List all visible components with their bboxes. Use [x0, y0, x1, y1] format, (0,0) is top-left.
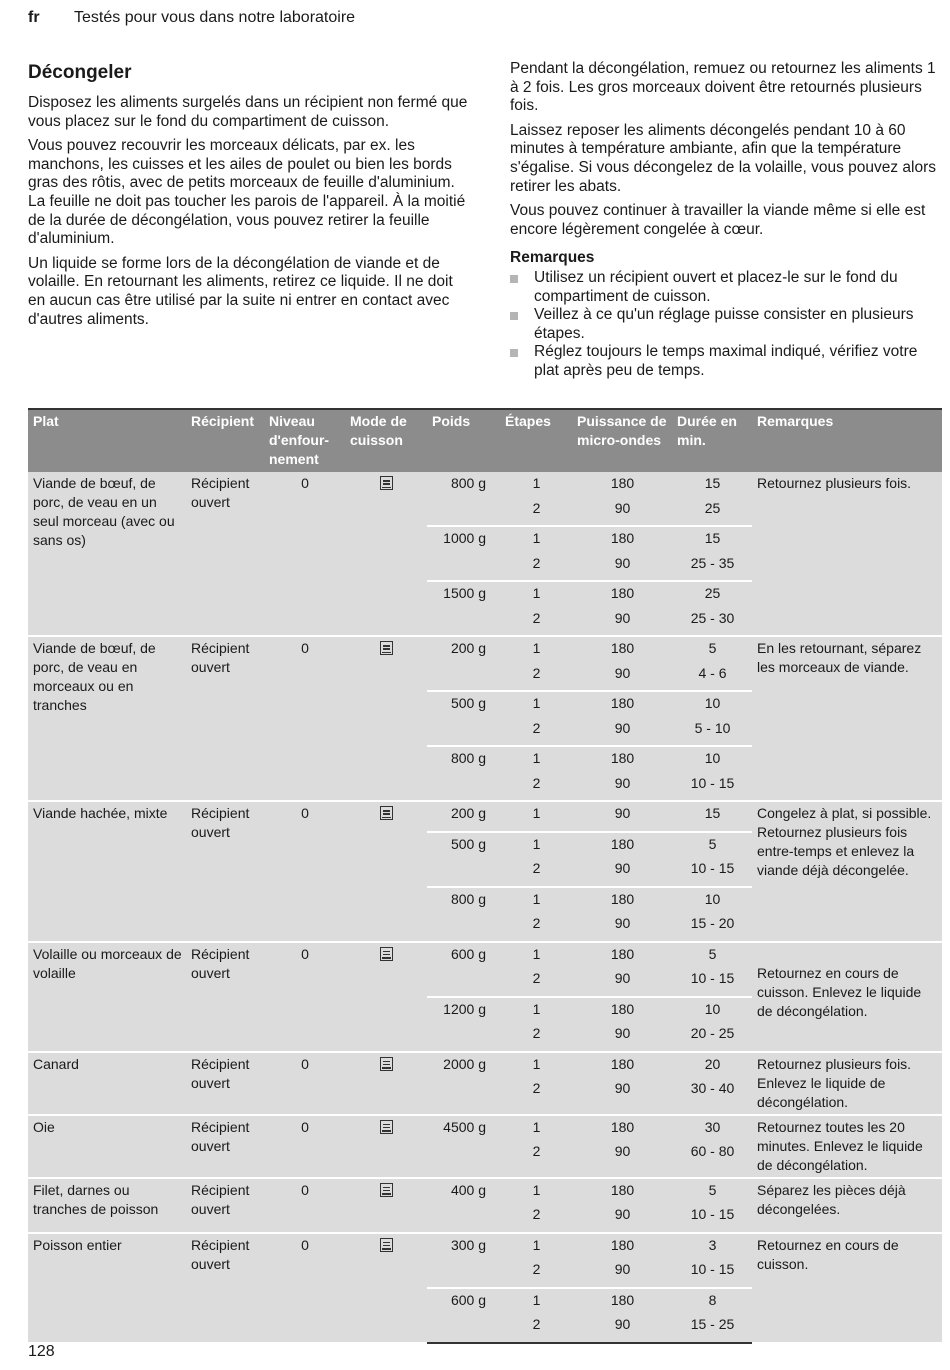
etape-value: 2 — [532, 664, 541, 681]
cell-duree — [672, 801, 752, 832]
cell-etape — [500, 801, 572, 832]
duree-value: 20 — [704, 1055, 721, 1072]
cell-duree — [672, 691, 752, 746]
duree-value: 5 — [708, 1181, 717, 1198]
cell-duree — [672, 746, 752, 801]
etape-value: 2 — [532, 860, 541, 876]
etape-value: 1 — [532, 1291, 541, 1308]
weight-value: 800 g — [450, 890, 486, 907]
cell-poids — [427, 887, 500, 942]
column-header: Mode de cuisson — [345, 409, 427, 472]
puissance-value: 180 — [610, 1055, 635, 1072]
section-title: Décongeler — [28, 62, 132, 83]
weight-value: 1500 g — [443, 585, 486, 601]
weight-value: 400 g — [450, 1181, 486, 1198]
cell-plat: Canard — [28, 1052, 186, 1115]
column-header: Poids — [427, 409, 500, 472]
cell-etape — [500, 942, 572, 997]
column-header: Récipient — [186, 409, 264, 472]
cell-poids — [427, 942, 500, 997]
cell-recipient: Récipient ouvert — [186, 1178, 264, 1233]
cell-poids — [427, 581, 500, 636]
weight-value: 1000 g — [443, 530, 486, 546]
paragraph: Vous pouvez continuer à travailler la viande même si elle est encore légèrement congelée à cœur. — [510, 202, 926, 238]
etape-value: 1 — [532, 835, 541, 852]
cell-poids — [427, 1288, 500, 1343]
microwave-mode-icon — [380, 476, 393, 490]
column-header: Étapes — [500, 409, 572, 472]
column-header: Puissance de micro-ondes — [572, 409, 672, 472]
cell-puissance — [572, 1178, 672, 1233]
cell-mode — [345, 1233, 427, 1343]
cell-etape — [500, 472, 572, 526]
duree-value: 4 - 6 — [698, 664, 727, 681]
cell-remarque — [752, 1178, 942, 1233]
cell-etape — [500, 1178, 572, 1233]
duree-value: 25 — [704, 585, 721, 601]
cell-remarque — [752, 1052, 942, 1115]
cell-puissance — [572, 636, 672, 691]
puissance-value: 90 — [614, 499, 631, 516]
puissance-value: 90 — [614, 1080, 631, 1096]
weight-value: 600 g — [450, 1291, 486, 1308]
microwave-mode-icon — [380, 641, 393, 655]
puissance-value: 90 — [614, 915, 631, 931]
etape-value: 2 — [532, 499, 541, 516]
etape-value: 2 — [532, 970, 541, 986]
cell-plat: Viande de bœuf, de porc, de veau en un seul morceau (avec ou sans os) — [28, 472, 186, 636]
cell-remarque — [752, 1115, 942, 1178]
cell-niveau: 0 — [264, 801, 345, 942]
paragraph: Un liquide se forme lors de la décongélation de viande et de volaille. En retournant les aliments, retirez ce liquide. Il ne doit en aucun cas être utilisé par la suite ni entrer en contact avec d'autres aliments. — [28, 254, 453, 328]
puissance-value: 90 — [614, 805, 631, 821]
duree-value: 10 - 15 — [690, 774, 735, 791]
cell-mode — [345, 801, 427, 942]
cell-mode — [345, 1178, 427, 1233]
duree-value: 10 — [704, 750, 721, 766]
remark-item — [510, 306, 942, 343]
cell-recipient: Récipient ouvert — [186, 1052, 264, 1115]
puissance-value: 90 — [614, 774, 631, 791]
cell-remarque — [752, 1233, 942, 1343]
remark-text: Retournez plusieurs fois. Enlevez le liquide de décongélation. — [757, 1055, 912, 1110]
cell-plat: Oie — [28, 1115, 186, 1178]
etape-value: 2 — [532, 1025, 541, 1041]
table-row — [28, 636, 942, 691]
duree-value: 5 - 10 — [694, 719, 731, 736]
puissance-value: 90 — [614, 1206, 631, 1222]
cell-duree — [672, 526, 752, 581]
cell-poids — [427, 472, 500, 526]
cell-mode — [345, 942, 427, 1052]
puissance-value: 90 — [614, 1261, 631, 1277]
weight-value: 500 g — [450, 835, 486, 852]
paragraph: Vous pouvez recouvrir les morceaux délicats, par ex. les manchons, les cuisses et les ailes de poulet ou bien les bords gras des rôtis, avec de petits morceaux de feuille d'aluminium. La feuille ne doit pas toucher les parois de l'appareil. À la moitié de la durée de décongélation, vous pouvez retirer la feuille d'aluminium. — [28, 137, 466, 248]
puissance-value: 90 — [614, 860, 631, 876]
etape-value: 2 — [532, 915, 541, 931]
cell-recipient: Récipient ouvert — [186, 942, 264, 1052]
cell-recipient: Récipient ouvert — [186, 1115, 264, 1178]
paragraph: Disposez les aliments surgelés dans un récipient non fermé que vous placez sur le fond du compartiment de cuisson. — [28, 94, 468, 130]
puissance-value: 180 — [610, 1118, 635, 1135]
etape-value: 2 — [532, 774, 541, 791]
cell-puissance — [572, 832, 672, 887]
cell-niveau: 0 — [264, 1178, 345, 1233]
left-column — [28, 60, 468, 335]
column-header: Remarques — [752, 409, 942, 472]
cell-etape — [500, 997, 572, 1052]
cell-niveau: 0 — [264, 636, 345, 801]
etape-value: 1 — [532, 1236, 541, 1253]
duree-value: 20 - 25 — [690, 1025, 735, 1041]
cell-puissance — [572, 1115, 672, 1178]
cell-duree — [672, 887, 752, 942]
cell-puissance — [572, 942, 672, 997]
cell-etape — [500, 1052, 572, 1115]
cell-niveau: 0 — [264, 472, 345, 636]
table-row — [28, 1178, 942, 1233]
etape-value: 1 — [532, 1118, 541, 1135]
cell-duree — [672, 1115, 752, 1178]
cell-etape — [500, 1115, 572, 1178]
cell-remarque — [752, 942, 942, 1052]
table-header-row — [28, 409, 942, 472]
etape-value: 2 — [532, 1143, 541, 1159]
cell-poids — [427, 746, 500, 801]
cell-recipient: Récipient ouvert — [186, 636, 264, 801]
puissance-value: 90 — [614, 719, 631, 736]
puissance-value: 180 — [610, 1181, 635, 1198]
puissance-value: 90 — [614, 1025, 631, 1041]
paragraph: Pendant la décongélation, remuez ou retournez les aliments 1 à 2 fois. Les gros morceaux doivent être retournés plusieurs fois. — [510, 60, 936, 115]
cell-etape — [500, 746, 572, 801]
cell-duree — [672, 1052, 752, 1115]
cell-puissance — [572, 801, 672, 832]
cell-poids — [427, 636, 500, 691]
cell-poids — [427, 1115, 500, 1178]
cell-niveau: 0 — [264, 1052, 345, 1115]
etape-value: 1 — [532, 890, 541, 907]
table-row — [28, 942, 942, 997]
weight-value: 1200 g — [443, 1000, 486, 1017]
puissance-value: 180 — [610, 890, 635, 907]
etape-value: 1 — [532, 1055, 541, 1072]
cell-etape — [500, 526, 572, 581]
cell-poids — [427, 1233, 500, 1288]
remark-text: Congelez à plat, si possible. Retournez plusieurs fois entre-temps et enlevez la viande déjà décongelée. — [757, 805, 932, 878]
remark-item — [510, 343, 942, 380]
cell-puissance — [572, 1052, 672, 1115]
remark-text: Retournez toutes les 20 minutes. Enlevez le liquide de décongélation. — [757, 1118, 923, 1173]
cell-puissance — [572, 997, 672, 1052]
cell-niveau: 0 — [264, 1233, 345, 1343]
cell-mode — [345, 636, 427, 801]
duree-value: 60 - 80 — [690, 1143, 735, 1159]
cell-poids — [427, 997, 500, 1052]
puissance-value: 180 — [610, 530, 635, 546]
remarks-heading: Remarques — [510, 249, 595, 267]
cell-etape — [500, 1233, 572, 1288]
duree-value: 25 — [704, 499, 721, 516]
duree-value: 10 — [704, 695, 721, 711]
weight-value: 800 g — [450, 750, 486, 766]
puissance-value: 180 — [610, 640, 635, 656]
remark-text: Retournez en cours de cuisson. — [757, 1236, 899, 1272]
remark-item — [510, 269, 942, 306]
cell-puissance — [572, 581, 672, 636]
puissance-value: 180 — [610, 750, 635, 766]
column-header: Niveau d'enfour-nement — [264, 409, 345, 472]
table-row — [28, 1233, 942, 1288]
puissance-value: 180 — [610, 945, 635, 962]
duree-value: 10 - 15 — [690, 1206, 735, 1222]
cell-poids — [427, 832, 500, 887]
cell-puissance — [572, 526, 672, 581]
cell-etape — [500, 887, 572, 942]
cell-poids — [427, 526, 500, 581]
weight-value: 500 g — [450, 695, 486, 711]
cell-duree — [672, 1288, 752, 1343]
etape-value: 1 — [532, 585, 541, 601]
table-row — [28, 472, 942, 526]
cell-recipient: Récipient ouvert — [186, 801, 264, 942]
cell-duree — [672, 1233, 752, 1288]
puissance-value: 90 — [614, 1316, 631, 1332]
defrost-table — [28, 408, 942, 1344]
microwave-mode-icon — [380, 806, 393, 820]
cell-poids — [427, 691, 500, 746]
cell-remarque — [752, 801, 942, 942]
cell-etape — [500, 1288, 572, 1343]
cell-etape — [500, 691, 572, 746]
etape-value: 1 — [532, 530, 541, 546]
weight-value: 4500 g — [443, 1118, 486, 1135]
cell-puissance — [572, 472, 672, 526]
duree-value: 10 - 15 — [690, 1261, 735, 1277]
cell-etape — [500, 581, 572, 636]
microwave-mode-icon — [380, 1183, 393, 1197]
square-bullet-icon — [510, 349, 518, 357]
running-header: Testés pour vous dans notre laboratoire — [74, 9, 356, 26]
duree-value: 8 — [708, 1291, 717, 1308]
cell-puissance — [572, 1233, 672, 1288]
table-row — [28, 1052, 942, 1115]
cell-niveau: 0 — [264, 1115, 345, 1178]
weight-value: 200 g — [450, 640, 486, 656]
etape-value: 2 — [532, 1080, 541, 1096]
etape-value: 2 — [532, 1261, 541, 1277]
language-code: fr — [28, 9, 40, 26]
remark-text: Retournez en cours de cuisson. Enlevez le liquide de décongélation. — [757, 964, 922, 1019]
duree-value: 15 — [704, 475, 721, 491]
cell-poids — [427, 801, 500, 832]
puissance-value: 90 — [614, 554, 631, 571]
weight-value: 600 g — [450, 945, 486, 962]
right-column — [510, 60, 942, 381]
cell-duree — [672, 472, 752, 526]
paragraph: Laissez reposer les aliments décongelés pendant 10 à 60 minutes à température ambiante, afin que la température s'égalise. Si vous décongelez de la volaille, vous pouvez alors retirer les abats. — [510, 121, 937, 195]
cell-duree — [672, 832, 752, 887]
remark-text: Réglez toujours le temps maximal indiqué, vérifiez votre plat après peu de temps. — [534, 343, 918, 379]
microwave-mode-icon — [380, 1120, 393, 1134]
cell-poids — [427, 1178, 500, 1233]
table-body — [28, 472, 942, 1343]
puissance-value: 90 — [614, 1143, 631, 1159]
column-header: Durée en min. — [672, 409, 752, 472]
etape-value: 1 — [532, 640, 541, 656]
cell-recipient: Récipient ouvert — [186, 472, 264, 636]
duree-value: 25 - 30 — [690, 609, 735, 626]
duree-value: 3 — [708, 1236, 717, 1253]
weight-value: 300 g — [450, 1236, 486, 1253]
puissance-value: 180 — [610, 1291, 635, 1308]
puissance-value: 90 — [614, 664, 631, 681]
puissance-value: 90 — [614, 609, 631, 626]
microwave-mode-icon — [380, 947, 393, 961]
cell-remarque — [752, 636, 942, 801]
cell-puissance — [572, 1288, 672, 1343]
puissance-value: 180 — [610, 1000, 635, 1017]
duree-value: 5 — [708, 945, 717, 962]
cell-plat: Volaille ou morceaux de volaille — [28, 942, 186, 1052]
cell-recipient: Récipient ouvert — [186, 1233, 264, 1343]
cell-remarque — [752, 472, 942, 636]
page-number: 128 — [28, 1343, 55, 1360]
duree-value: 10 - 15 — [690, 970, 735, 986]
cell-mode — [345, 1115, 427, 1178]
remark-text: Utilisez un récipient ouvert et placez-le sur le fond du compartiment de cuisson. — [534, 268, 898, 305]
puissance-value: 180 — [610, 695, 635, 711]
square-bullet-icon — [510, 275, 518, 283]
cell-plat: Viande hachée, mixte — [28, 801, 186, 942]
remark-text: Veillez à ce qu'un réglage puisse consister en plusieurs étapes. — [534, 306, 914, 342]
etape-value: 2 — [532, 609, 541, 626]
cell-etape — [500, 832, 572, 887]
square-bullet-icon — [510, 312, 518, 320]
etape-value: 2 — [532, 1316, 541, 1332]
etape-value: 2 — [532, 554, 541, 571]
weight-value: 2000 g — [443, 1055, 486, 1072]
etape-value: 1 — [532, 750, 541, 766]
puissance-value: 180 — [610, 585, 635, 601]
duree-value: 5 — [708, 835, 717, 852]
duree-value: 10 - 15 — [690, 860, 735, 876]
cell-duree — [672, 997, 752, 1052]
remark-text: En les retournant, séparez les morceaux de viande. — [757, 640, 922, 675]
puissance-value: 90 — [614, 970, 631, 986]
etape-value: 2 — [532, 1206, 541, 1222]
puissance-value: 180 — [610, 835, 635, 852]
duree-value: 10 — [704, 890, 721, 907]
etape-value: 1 — [532, 805, 541, 821]
cell-duree — [672, 581, 752, 636]
etape-value: 1 — [532, 1000, 541, 1017]
duree-value: 15 - 20 — [690, 915, 735, 931]
cell-poids — [427, 1052, 500, 1115]
cell-mode — [345, 1052, 427, 1115]
cell-plat: Filet, darnes ou tranches de poisson — [28, 1178, 186, 1233]
weight-value: 800 g — [450, 475, 486, 491]
cell-duree — [672, 1178, 752, 1233]
table-row — [28, 1115, 942, 1178]
table-row — [28, 801, 942, 832]
cell-puissance — [572, 691, 672, 746]
microwave-mode-icon — [380, 1238, 393, 1252]
microwave-mode-icon — [380, 1057, 393, 1071]
remark-text: Retournez plusieurs fois. — [757, 475, 912, 491]
cell-mode — [345, 472, 427, 636]
etape-value: 2 — [532, 719, 541, 736]
duree-value: 10 — [704, 1000, 721, 1017]
cell-puissance — [572, 746, 672, 801]
etape-value: 1 — [532, 945, 541, 962]
puissance-value: 180 — [610, 1236, 635, 1253]
duree-value: 5 — [708, 640, 717, 656]
duree-value: 30 - 40 — [690, 1080, 735, 1096]
duree-value: 15 — [704, 530, 721, 546]
cell-plat: Poisson entier — [28, 1233, 186, 1343]
cell-duree — [672, 636, 752, 691]
weight-value: 200 g — [450, 805, 486, 821]
duree-value: 25 - 35 — [690, 554, 735, 571]
cell-niveau: 0 — [264, 942, 345, 1052]
cell-puissance — [572, 887, 672, 942]
column-header: Plat — [28, 409, 186, 472]
cell-etape — [500, 636, 572, 691]
cell-duree — [672, 942, 752, 997]
remark-text: Séparez les pièces déjà décongelées. — [757, 1181, 906, 1217]
duree-value: 15 — [704, 805, 721, 821]
remarks-list — [510, 269, 942, 381]
duree-value: 15 - 25 — [690, 1316, 735, 1332]
duree-value: 30 — [704, 1118, 721, 1135]
puissance-value: 180 — [610, 475, 635, 491]
cell-plat: Viande de bœuf, de porc, de veau en morceaux ou en tranches — [28, 636, 186, 801]
etape-value: 1 — [532, 475, 541, 491]
etape-value: 1 — [532, 1181, 541, 1198]
etape-value: 1 — [532, 695, 541, 711]
